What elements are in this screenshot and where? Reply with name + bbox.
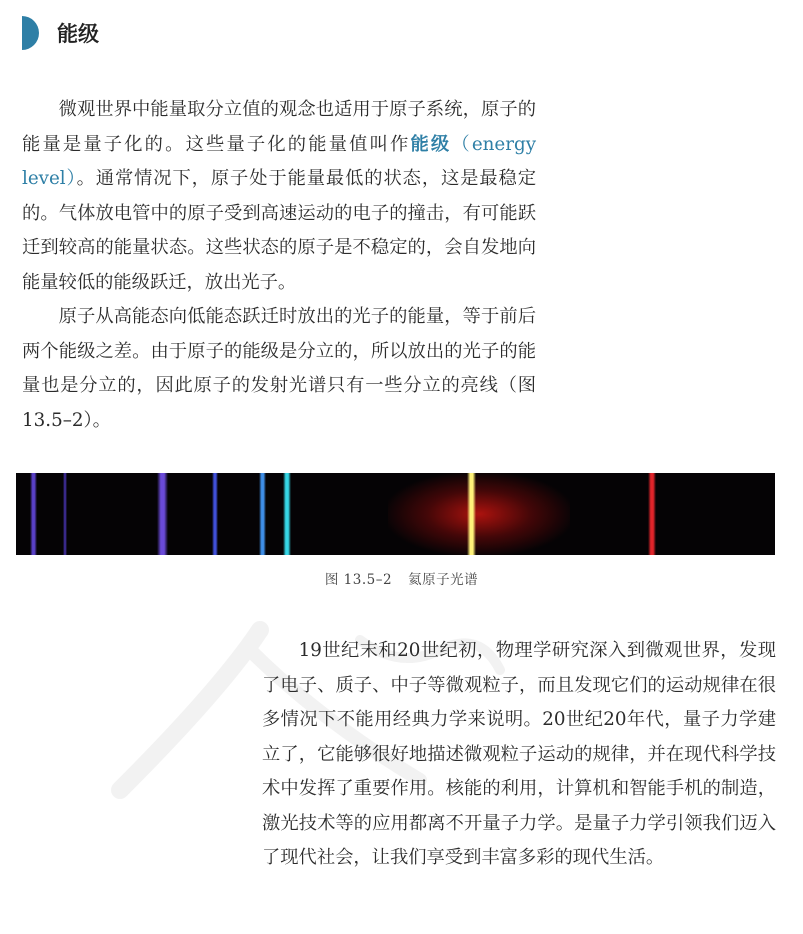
history-text <box>262 634 776 876</box>
red-glow-region <box>388 473 570 555</box>
helium-spectrum-image <box>16 473 775 555</box>
paragraph1-after: 。通常情况下，原子处于能量最低的状态，这是最稳定的。气体放电管中的原子受到高速运动的电子的撞击，有可能跃迁到较高的能量状态。这些状态的原子是不稳定的，会自发地向能量较低的能级跃迁，放出光子。 <box>22 168 536 293</box>
paragraph1-before: 微观世界中能量取分立值的观念也适用于原子系统，原子的能量是量子化的。这些量子化的能量值叫作 <box>22 99 536 155</box>
blue-line-1 <box>212 473 218 555</box>
section-title: 能级 <box>57 22 99 46</box>
yellow-line <box>467 473 476 555</box>
paragraph-quantum-history: 19世纪末和20世纪初，物理学研究深入到微观世界，发现了电子、质子、中子等微观粒子，而且发现它们的运动规律在很多情况下不能用经典力学来说明。20世纪20年代，量子力学建立了，它能够很好地描述微观粒子运动的规律，并在现代科学技术中发挥了重要作用。核能的利用，计算机和智能手机的制造，激光技术等的应用都离不开量子力学。是量子力学引领我们迈入了现代社会，让我们享受到丰富多彩的现代生活。 <box>262 640 776 868</box>
cyan-line <box>283 473 291 555</box>
violet-line-2 <box>63 473 67 555</box>
body-text <box>22 93 536 438</box>
figure-title: 氦原子光谱 <box>408 572 479 588</box>
section-header <box>22 16 99 50</box>
blue-line-2 <box>259 473 267 555</box>
red-line <box>648 473 656 555</box>
paragraph-energy-levels <box>22 93 536 300</box>
figure-caption <box>0 568 803 588</box>
term-energy-level-english: （energy level） <box>22 133 537 189</box>
term-energy-level: 能级 <box>410 133 452 155</box>
section-marker-icon <box>22 16 39 50</box>
paragraph-photon-emission: 原子从高能态向低能态跃迁时放出的光子的能量，等于前后两个能级之差。由于原子的能级是分立的，所以放出的光子的能量也是分立的，因此原子的发射光谱只有一些分立的亮线（图 13.5–2）。 <box>22 306 536 431</box>
violet-line-1 <box>30 473 38 555</box>
violet-line-3 <box>157 473 168 555</box>
figure-number: 图 13.5–2 <box>324 572 393 588</box>
